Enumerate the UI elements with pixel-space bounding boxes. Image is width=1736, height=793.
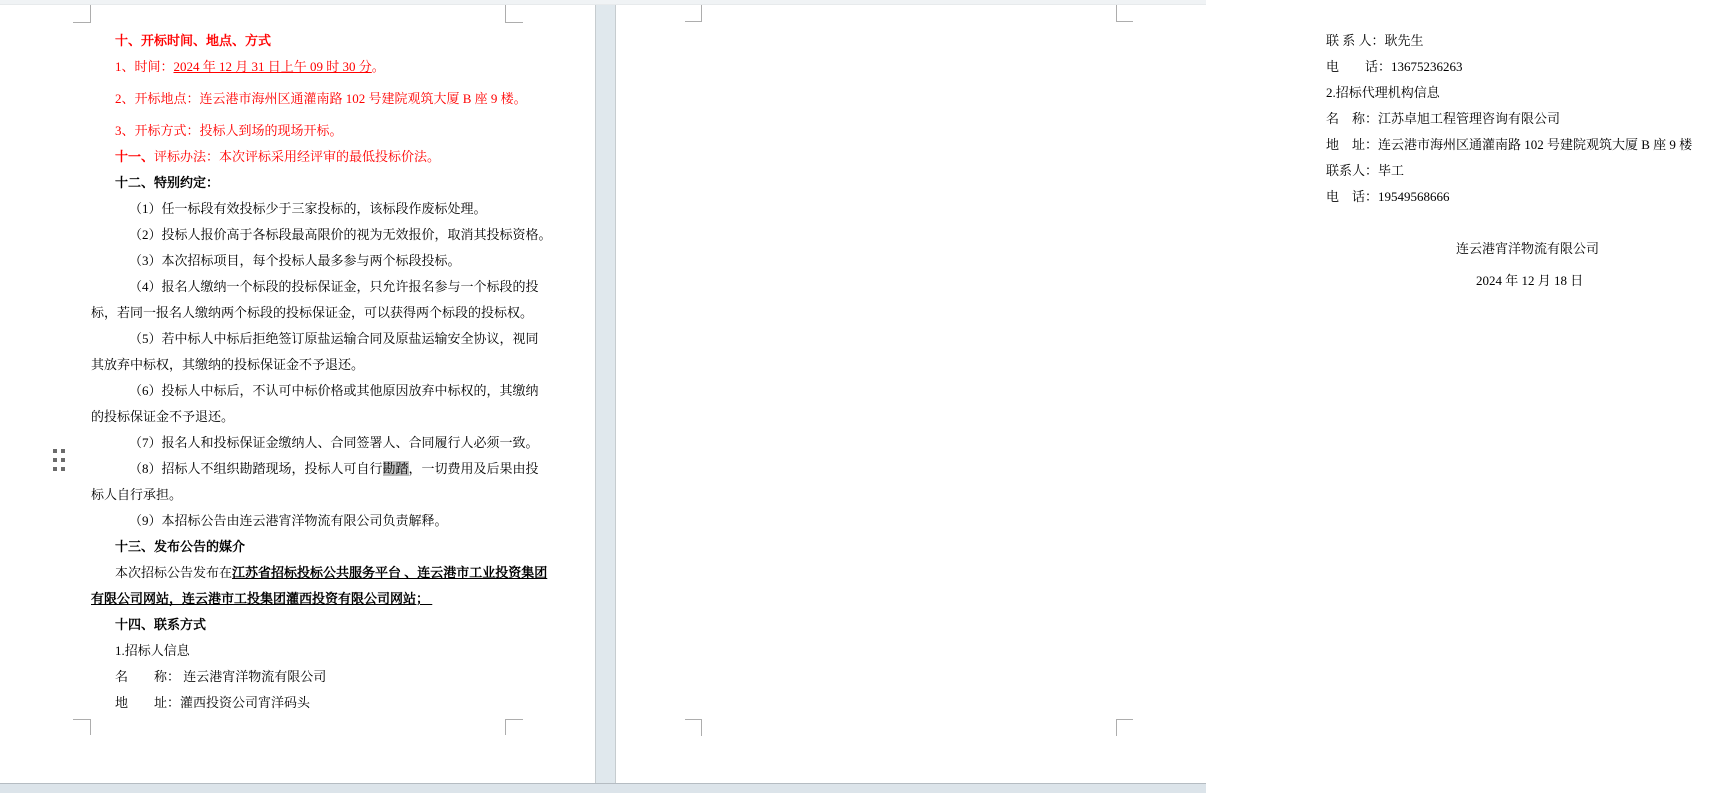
text-segment: 2024 年 12 月 31 日上午 09 时 30 分	[173, 59, 372, 74]
text-segment: 。	[371, 59, 385, 74]
text-segment: （6）投标人中标后，不认可中标价格或其他原因放弃中标权的，其缴纳	[129, 383, 539, 398]
text-line[interactable]	[91, 378, 539, 404]
text-line[interactable]	[1326, 210, 1736, 236]
top-edge-strip	[0, 0, 1206, 5]
text-line[interactable]	[91, 586, 508, 612]
margin-cropmark-icon	[685, 3, 702, 22]
text-segment: 十、开标时间、地点、方式	[115, 33, 272, 48]
text-line[interactable]	[91, 508, 508, 534]
text-segment: 电 话：19549568666	[1326, 189, 1450, 204]
text-segment: 十一、	[115, 149, 155, 164]
text-line[interactable]	[91, 86, 527, 112]
text-line[interactable]	[91, 326, 539, 352]
text-segment: 连云港宵洋物流有限公司	[1456, 241, 1600, 256]
text-line[interactable]	[91, 28, 508, 54]
text-line[interactable]	[91, 54, 508, 80]
margin-cropmark-icon	[73, 719, 91, 735]
text-line[interactable]	[91, 352, 508, 378]
text-segment: 2024 年 12 月 18 日	[1476, 273, 1584, 288]
margin-cropmark-icon	[73, 3, 91, 23]
text-segment: 联 系 人：耿先生	[1326, 33, 1424, 48]
text-segment: 江苏省招标投标公共服务平台 、连云港市工业投资集团	[232, 565, 548, 580]
text-line[interactable]	[91, 170, 508, 196]
text-segment: 1、时间：	[115, 59, 174, 74]
text-line[interactable]	[1326, 236, 1736, 262]
page-gap	[595, 0, 616, 783]
text-line[interactable]	[1326, 184, 1736, 210]
text-line[interactable]	[91, 690, 508, 716]
text-segment: 地 址：灌西投资公司宵洋码头	[115, 695, 311, 710]
text-line[interactable]	[91, 118, 508, 144]
text-segment: 2、开标地点：连云港市海州区通灌南路 102 号建院观筑大厦 B 座 9 楼。	[115, 91, 527, 106]
text-segment: 名 称： 连云港宵洋物流有限公司	[115, 669, 327, 684]
text-line[interactable]	[1326, 54, 1736, 80]
text-segment: 其放弃中标权，其缴纳的投标保证金不予退还。	[91, 357, 365, 372]
text-line[interactable]	[91, 274, 539, 300]
text-segment: 十三、发布公告的媒介	[115, 539, 246, 554]
text-segment: 的投标保证金不予退还。	[91, 409, 235, 424]
page-left-text-area[interactable]	[91, 28, 552, 716]
text-segment: 十四、联系方式	[115, 617, 207, 632]
text-segment: （5）若中标人中标后拒绝签订原盐运输合同及原盐运输安全协议，视同	[129, 331, 539, 346]
text-line[interactable]	[91, 430, 539, 456]
text-line[interactable]	[91, 612, 508, 638]
page-right-text-area[interactable]	[1326, 28, 1736, 294]
text-line[interactable]	[91, 196, 508, 222]
page-left[interactable]	[0, 0, 595, 783]
text-line[interactable]	[1326, 106, 1736, 132]
text-segment: 标，若同一报名人缴纳两个标段的投标保证金，可以获得两个标段的投标权。	[91, 305, 534, 320]
text-line[interactable]	[91, 560, 548, 586]
text-segment: 3、开标方式：投标人到场的现场开标。	[115, 123, 343, 138]
bottom-edge-strip	[0, 783, 1206, 793]
text-line[interactable]	[1326, 80, 1736, 106]
text-line[interactable]	[1326, 132, 1736, 158]
text-line[interactable]	[1326, 158, 1736, 184]
text-segment: 本次招标公告发布在	[115, 565, 233, 580]
text-segment: 十二、特别约定：	[115, 175, 220, 190]
margin-cropmark-icon	[1116, 3, 1133, 22]
text-line[interactable]	[91, 482, 508, 508]
text-line[interactable]	[91, 144, 508, 170]
text-line[interactable]	[91, 638, 508, 664]
margin-cropmark-icon	[505, 3, 523, 23]
drag-handle-icon[interactable]	[51, 446, 67, 473]
text-line[interactable]	[91, 300, 534, 326]
text-line[interactable]	[91, 248, 508, 274]
text-segment: 地 址：连云港市海州区通灌南路 102 号建院观筑大厦 B 座 9 楼	[1326, 137, 1693, 152]
margin-cropmark-icon	[685, 719, 702, 736]
text-segment: （7）报名人和投标保证金缴纳人、合同签署人、合同履行人必须一致。	[129, 435, 539, 450]
margin-cropmark-icon	[505, 719, 523, 735]
text-segment: （3）本次招标项目，每个投标人最多参与两个标段投标。	[129, 253, 461, 268]
text-line[interactable]	[91, 534, 508, 560]
text-segment: （9）本招标公告由连云港宵洋物流有限公司负责解释。	[129, 513, 448, 528]
text-segment: （8）招标人不组织勘踏现场，投标人可自行	[129, 461, 383, 476]
text-segment: 联系人：毕工	[1326, 163, 1405, 178]
margin-cropmark-icon	[1116, 719, 1133, 736]
text-segment: ，一切费用及后果由投	[408, 461, 539, 476]
page-right[interactable]	[616, 0, 1693, 783]
text-line[interactable]	[1326, 268, 1736, 294]
text-segment: 电 话：13675236263	[1326, 59, 1463, 74]
text-line[interactable]	[91, 664, 508, 690]
text-segment: 评标办法：本次评标采用经评审的最低投标价法。	[154, 149, 441, 164]
text-segment: 有限公司网站，连云港市工投集团灌西投资有限公司网站；	[91, 591, 433, 606]
text-segment: 名 称：江苏卓旭工程管理咨询有限公司	[1326, 111, 1561, 126]
text-segment: （4）报名人缴纳一个标段的投标保证金，只允许报名参与一个标段的投	[129, 279, 539, 294]
text-segment: （2）投标人报价高于各标段最高限价的视为无效报价，取消其投标资格。	[129, 227, 552, 242]
text-line[interactable]	[1326, 28, 1736, 54]
text-segment: 1.招标人信息	[115, 643, 190, 658]
text-line[interactable]	[91, 404, 508, 430]
text-line[interactable]	[91, 456, 539, 482]
highlighted-text: 勘踏	[382, 461, 409, 476]
text-segment: （1）任一标段有效投标少于三家投标的，该标段作废标处理。	[129, 201, 487, 216]
text-segment: 标人自行承担。	[91, 487, 183, 502]
text-segment: 2.招标代理机构信息	[1326, 85, 1440, 100]
text-line[interactable]	[91, 222, 552, 248]
